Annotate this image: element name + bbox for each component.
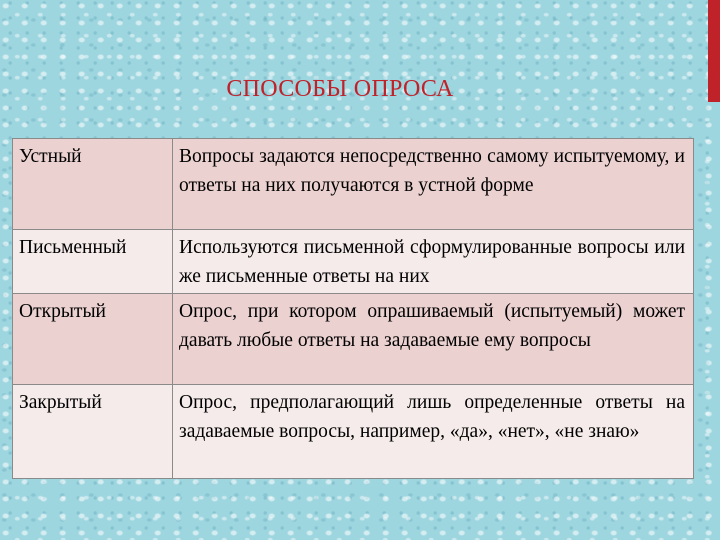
term-cell: Устный (13, 139, 173, 230)
definition-cell: Опрос, при котором опрашиваемый (испытуемый) может давать любые ответы на задаваемые ему вопросы (173, 294, 694, 385)
definition-cell: Вопросы задаются непосредственно самому испытуемому, и ответы на них получаются в устной форме (173, 139, 694, 230)
term-cell: Закрытый (13, 385, 173, 479)
accent-bar (708, 0, 720, 102)
slide-title: СПОСОБЫ ОПРОСА (226, 76, 454, 102)
survey-methods-table (12, 138, 694, 479)
table-row (13, 230, 694, 294)
definition-cell: Опрос, предполагающий лишь определенные ответы на задаваемые вопросы, например, «да», «нет», «не знаю» (173, 385, 694, 479)
table-row (13, 139, 694, 230)
table-row (13, 294, 694, 385)
term-cell: Открытый (13, 294, 173, 385)
definition-cell: Используются письменной сформулированные вопросы или же письменные ответы на них (173, 230, 694, 294)
table-row (13, 385, 694, 479)
term-cell: Письменный (13, 230, 173, 294)
